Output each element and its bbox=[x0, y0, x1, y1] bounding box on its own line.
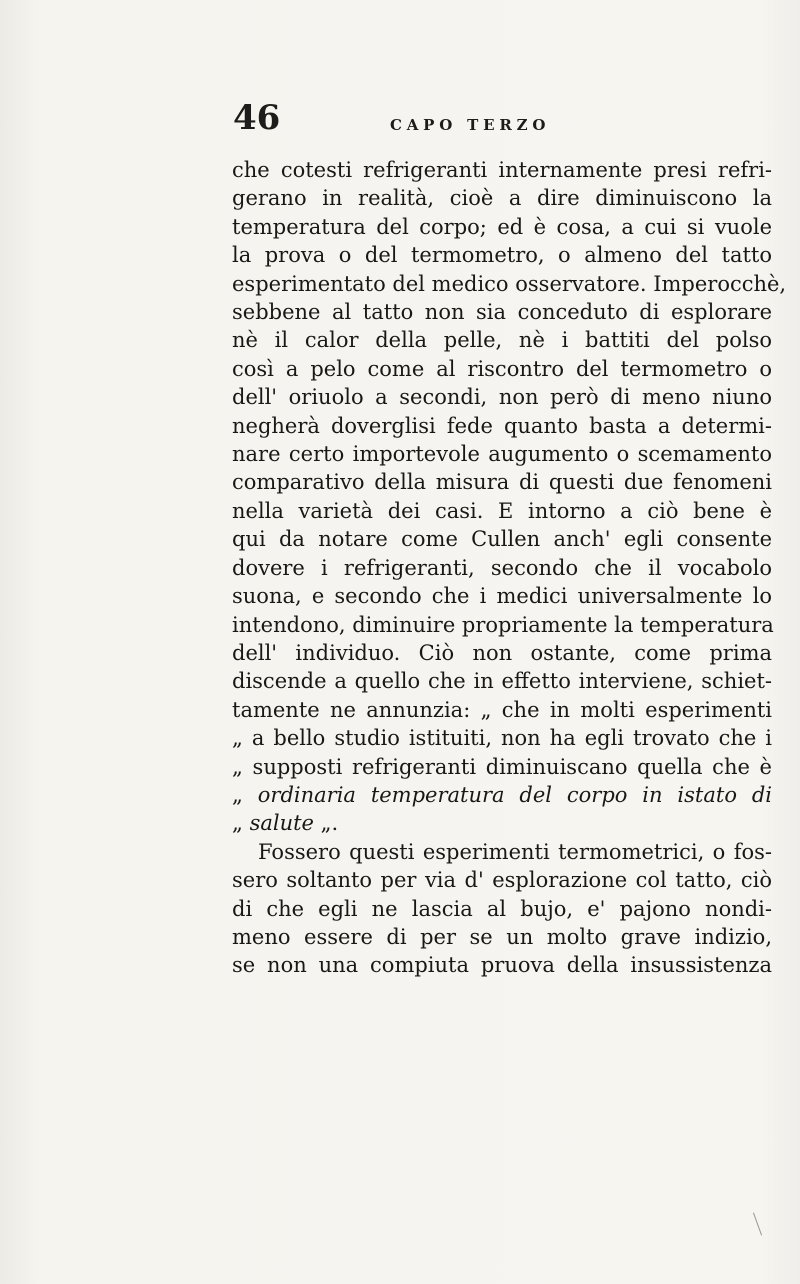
text-line: comparativo della misura di questi due fenomeni bbox=[232, 470, 772, 495]
scan-edge-mark bbox=[753, 1213, 762, 1236]
text-line: dell' oriuolo a secondi, non però di meno niuno bbox=[232, 385, 772, 410]
quoted-italic-end-line bbox=[232, 809, 772, 837]
text-line: di che egli ne lascia al bujo, e' pajono nondi- bbox=[232, 896, 772, 921]
text-line: dovere i refrigeranti, secondo che il vocabolo bbox=[232, 555, 772, 580]
italic-text: ordinaria temperatura del corpo in istato di bbox=[257, 782, 772, 807]
running-head bbox=[233, 98, 773, 148]
text-line: „ a bello studio istituiti, non ha egli trovato che i bbox=[232, 726, 772, 751]
text-line: esperimentato del medico osservatore. Imperocchè, bbox=[232, 271, 787, 296]
body-text bbox=[232, 156, 787, 980]
quoted-italic-line bbox=[232, 781, 772, 809]
text-line: nare certo importevole augumento o scemamento bbox=[232, 442, 772, 467]
text-line: nè il calor della pelle, nè i battiti del polso bbox=[232, 328, 772, 353]
text-line: intendono, diminuire propriamente la temperatura bbox=[232, 612, 774, 637]
text-line: meno essere di per se un molto grave indizio, bbox=[232, 924, 772, 949]
text-line: dell' individuo. Ciò non ostante, come prima bbox=[232, 640, 772, 665]
text-line: negherà doverglisi fede quanto basta a determi- bbox=[232, 413, 772, 438]
text-line: tamente ne annunzia: „ che in molti esperimenti bbox=[232, 697, 772, 722]
chapter-title: CAPO TERZO bbox=[390, 116, 551, 134]
quote-mark: „ bbox=[232, 782, 243, 807]
text-line: temperatura del corpo; ed è cosa, a cui si vuole bbox=[232, 214, 772, 239]
page-number: 46 bbox=[233, 98, 281, 138]
text-line: che cotesti refrigeranti internamente presi refri- bbox=[232, 158, 772, 182]
text-line: qui da notare come Cullen anch' egli consente bbox=[232, 527, 772, 552]
text-line: nella varietà dei casi. E intorno a ciò bene è bbox=[232, 498, 772, 523]
text-line: Fossero questi esperimenti termometrici, o fos- bbox=[258, 839, 772, 864]
text-line: così a pelo come al riscontro del termometro o bbox=[232, 356, 772, 381]
italic-text: salute bbox=[249, 811, 314, 836]
text-line: sebbene al tatto non sia conceduto di esplorare bbox=[232, 300, 772, 325]
text-line: gerano in realità, cioè a dire diminuiscono la bbox=[232, 186, 772, 211]
text-line: discende a quello che in effetto interviene, schiet- bbox=[232, 669, 772, 694]
text-line: la prova o del termometro, o almeno del tatto bbox=[232, 243, 772, 268]
quote-close-mark: „. bbox=[320, 811, 339, 836]
text-line: „ supposti refrigeranti diminuiscano quella che è bbox=[232, 754, 772, 779]
text-line: suona, e secondo che i medici universalmente lo bbox=[232, 584, 772, 609]
text-line: sero soltanto per via d' esplorazione col tatto, ciò bbox=[232, 868, 772, 893]
quote-mark: „ bbox=[232, 811, 243, 836]
text-line: se non una compiuta pruova della insussistenza bbox=[232, 953, 772, 978]
